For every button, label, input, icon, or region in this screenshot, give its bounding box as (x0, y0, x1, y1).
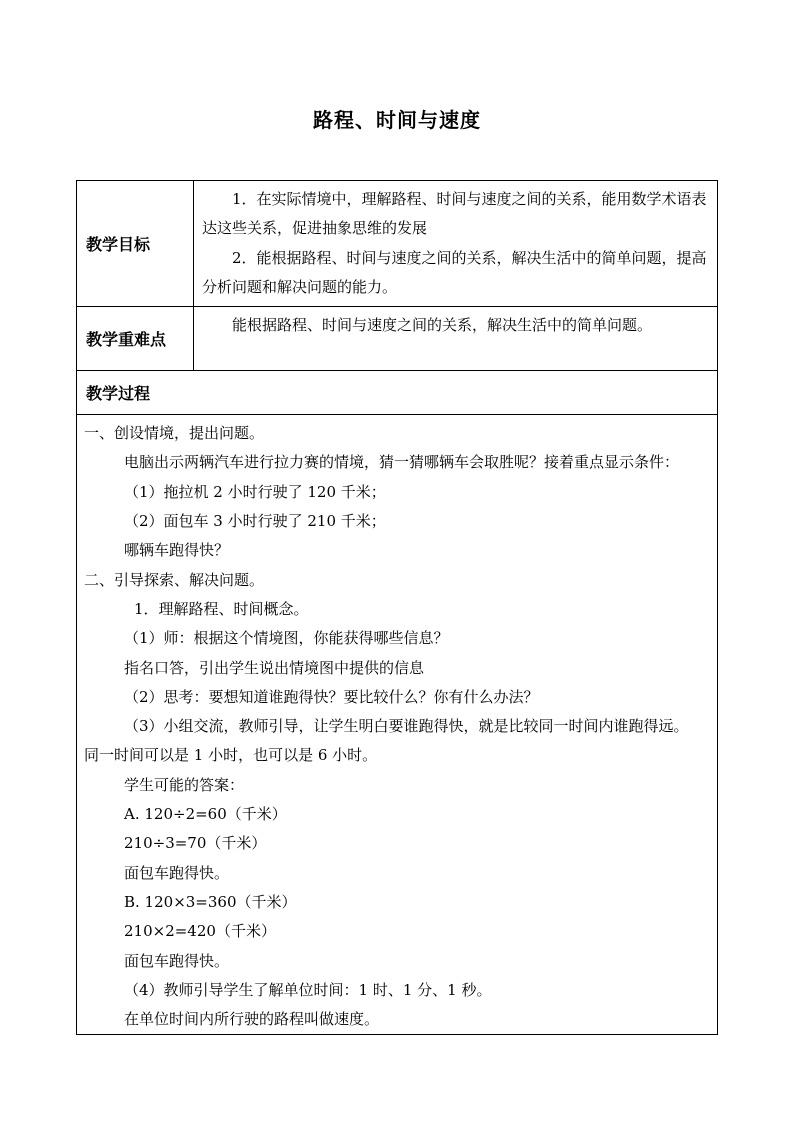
section-1-heading: 一、创设情境，提出问题。 (84, 424, 265, 443)
process-header-row (77, 371, 718, 415)
process-label: 教学过程 (77, 371, 718, 415)
process-row (77, 415, 718, 1035)
process-text: （1）拖拉机 2 小时行驶了 120 千米； (124, 482, 386, 501)
page-title: 路程、时间与速度 (313, 108, 481, 132)
goals-row (77, 181, 718, 307)
key-row (77, 307, 718, 371)
process-text: 指名口答，引出学生说出情境图中提供的信息 (124, 658, 425, 677)
goal-1: 1．在实际情境中，理解路程、时间与速度之间的关系，能用数学术语表达这些关系，促进抽象思维的发展 (202, 190, 707, 238)
process-text: 同一时间可以是 1 小时，也可以是 6 小时。 (84, 746, 378, 765)
process-text: 面包车跑得快。 (124, 951, 230, 970)
process-text: 210÷3=70（千米） (124, 834, 267, 853)
key-cell (194, 307, 718, 371)
goals-cell (194, 181, 718, 307)
process-text: 210×2=420（千米） (124, 922, 276, 941)
key-text: 能根据路程、时间与速度之间的关系，解决生活中的简单问题。 (232, 316, 653, 335)
process-text: 在单位时间内所行驶的路程叫做速度。 (124, 1010, 380, 1029)
process-text: B. 120×3=360（千米） (124, 892, 297, 911)
key-label: 教学重难点 (77, 307, 194, 371)
process-text: （4）教师引导学生了解单位时间：1 时、1 分、1 秒。 (124, 980, 492, 999)
goal-2: 2．能根据路程、时间与速度之间的关系，解决生活中的简单问题，提高分析问题和解决问题的能力。 (202, 248, 707, 296)
process-text: 哪辆车跑得快？ (124, 541, 230, 560)
lesson-plan-table (76, 180, 718, 1035)
process-text: 1．理解路程、时间概念。 (134, 599, 309, 618)
process-text: 学生可能的答案： (124, 775, 245, 794)
process-text: （3）小组交流，教师引导，让学生明白要谁跑得快，就是比较同一时间内谁跑得远。 (124, 717, 689, 736)
process-text: （1）师：根据这个情境图，你能获得哪些信息？ (124, 629, 449, 648)
section-2-heading: 二、引导探索、解决问题。 (84, 570, 265, 589)
process-text: A. 120÷2=60（千米） (124, 805, 287, 824)
process-text: （2）思考：要想知道谁跑得快？要比较什么？你有什么办法？ (124, 687, 539, 706)
process-text: 面包车跑得快。 (124, 863, 230, 882)
goals-label: 教学目标 (77, 181, 194, 307)
process-cell (77, 415, 718, 1035)
process-text: （2）面包车 3 小时行驶了 210 千米； (124, 512, 386, 531)
process-text: 电脑出示两辆汽车进行拉力赛的情境，猜一猜哪辆车会取胜呢？接着重点显示条件： (124, 453, 680, 472)
